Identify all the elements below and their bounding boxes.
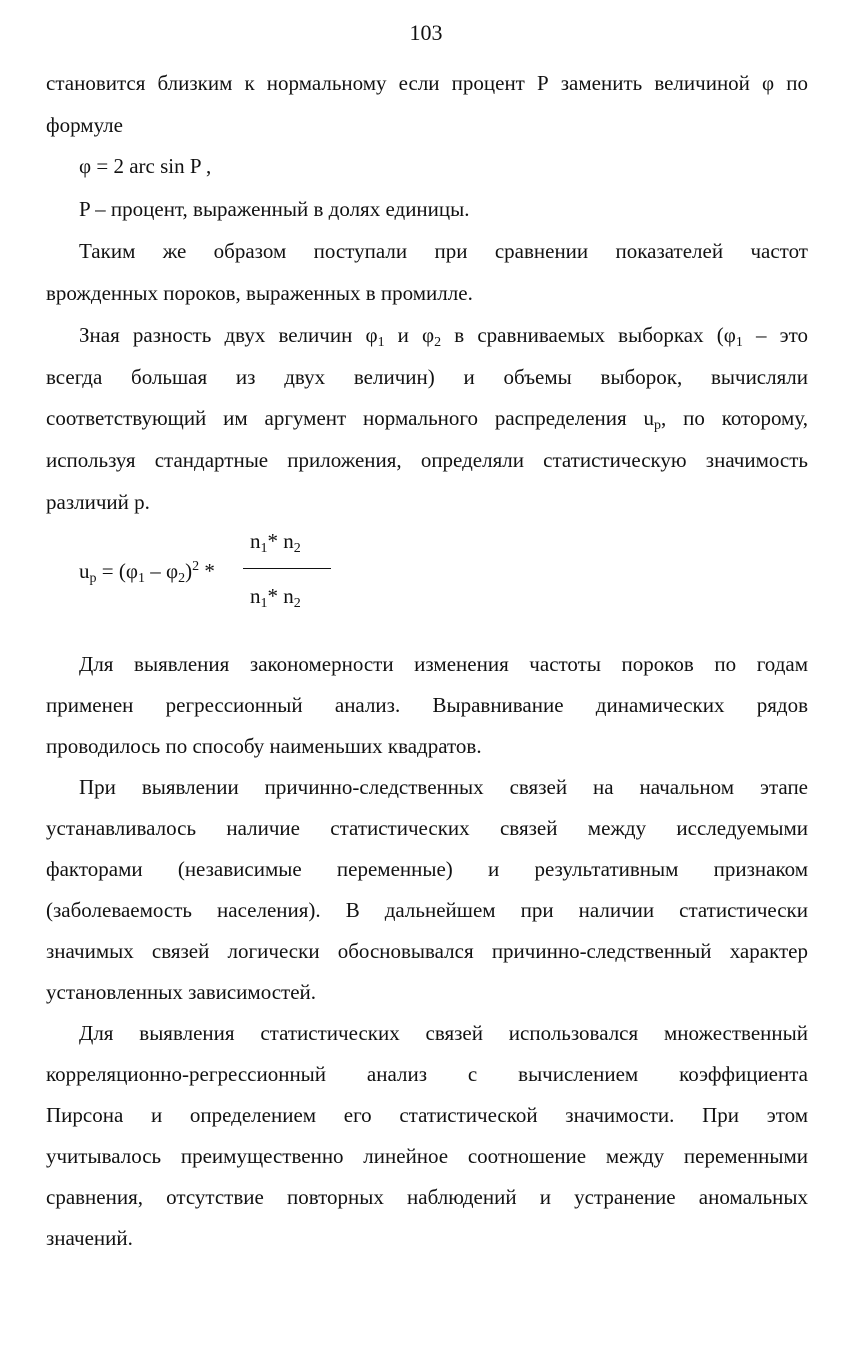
- paragraph-2-line-1: Таким же образом поступали при сравнении показателей частот: [79, 239, 808, 263]
- paragraph-3-line-3: [46, 405, 808, 439]
- den-sub-1: 1: [260, 596, 268, 611]
- definition-p: P – процент, выраженный в долях единицы.: [79, 197, 470, 221]
- paragraph-4-line-1: Для выявления закономерности изменения частоты пороков по годам: [79, 652, 808, 676]
- up-sup-2: 2: [192, 559, 200, 574]
- paragraph-3-line-5: различий р.: [46, 490, 150, 514]
- paragraph-6-line-4: учитывалось преимущественно линейное соотношение между переменными: [46, 1144, 808, 1168]
- up-u: u: [79, 559, 90, 583]
- p3l1-sub-1: 1: [377, 335, 385, 350]
- paragraph-5-line-3: факторами (независимые переменные) и результативным признаком: [46, 857, 808, 881]
- paragraph-5-line-5: значимых связей логически обосновывался причинно-следственный характер: [46, 939, 808, 963]
- paragraph-6-line-6: значений.: [46, 1226, 133, 1250]
- paragraph-4-line-2: применен регрессионный анализ. Выравнивание динамических рядов: [46, 693, 808, 717]
- p3l3-text-a: соответствующий им аргумент нормального распределения u: [46, 406, 655, 430]
- den-n1: n: [250, 584, 261, 608]
- paragraph-1-line-2: формуле: [46, 113, 123, 137]
- up-rest-c: ): [185, 559, 193, 583]
- paragraph-4-line-3: проводилось по способу наименьших квадратов.: [46, 734, 482, 758]
- up-rest-b: – φ: [144, 559, 179, 583]
- formula-phi: φ = 2 arc sin P ,: [79, 154, 212, 178]
- den-sub-2: 2: [293, 596, 301, 611]
- paragraph-3-line-2: всегда большая из двух величин) и объемы выборок, вычисляли: [46, 365, 808, 389]
- up-rest-a: = (φ: [96, 559, 138, 583]
- page-number: 103: [409, 20, 443, 45]
- paragraph-3-line-1: [79, 322, 808, 356]
- p3l1-text-d: – это: [742, 323, 808, 347]
- den-n2: * n: [267, 584, 294, 608]
- p3l3-sub: p: [654, 418, 662, 433]
- formula-up-lhs: [79, 554, 215, 592]
- num-sub-2: 2: [293, 541, 301, 556]
- formula-up-numerator: [250, 528, 301, 562]
- p3l1-text-c: в сравниваемых выборках (φ: [441, 323, 736, 347]
- paragraph-2-line-2: врожденных пороков, выраженных в промилле.: [46, 281, 473, 305]
- paragraph-1-line-1: становится близким к нормальному если процент Р заменить величиной φ по: [46, 71, 808, 95]
- num-n1: n: [250, 529, 261, 553]
- p3l1-text-b: и φ: [384, 323, 435, 347]
- paragraph-5-line-2: устанавливалось наличие статистических связей между исследуемыми: [46, 816, 808, 840]
- up-sub-1: 1: [137, 571, 145, 586]
- p3l3-text-b: , по которому,: [661, 406, 808, 430]
- num-n2: * n: [267, 529, 294, 553]
- paragraph-5-line-6: установленных зависимостей.: [46, 980, 317, 1004]
- paragraph-6-line-5: сравнения, отсутствие повторных наблюдений и устранение аномальных: [46, 1185, 808, 1209]
- paragraph-5-line-1: При выявлении причинно-следственных связей на начальном этапе: [79, 775, 808, 799]
- formula-up-denominator: [250, 583, 301, 617]
- up-sub-2: 2: [178, 571, 186, 586]
- up-star: *: [199, 559, 215, 583]
- fraction-bar: [243, 568, 331, 569]
- paragraph-6-line-1: Для выявления статистических связей использовался множественный: [79, 1021, 808, 1045]
- paragraph-6-line-3: Пирсона и определением его статистической значимости. При этом: [46, 1103, 808, 1127]
- up-sub-p: p: [89, 571, 97, 586]
- num-sub-1: 1: [260, 541, 268, 556]
- p3l1-text-a: Зная разность двух величин φ: [79, 323, 378, 347]
- paragraph-5-line-4: (заболеваемость населения). В дальнейшем при наличии статистически: [46, 898, 808, 922]
- p3l1-sub-2: 2: [434, 335, 442, 350]
- paragraph-6-line-2: корреляционно-регрессионный анализ с вычислением коэффициента: [46, 1062, 808, 1086]
- p3l1-sub-3: 1: [735, 335, 743, 350]
- paragraph-3-line-4: используя стандартные приложения, определяли статистическую значимость: [46, 448, 808, 472]
